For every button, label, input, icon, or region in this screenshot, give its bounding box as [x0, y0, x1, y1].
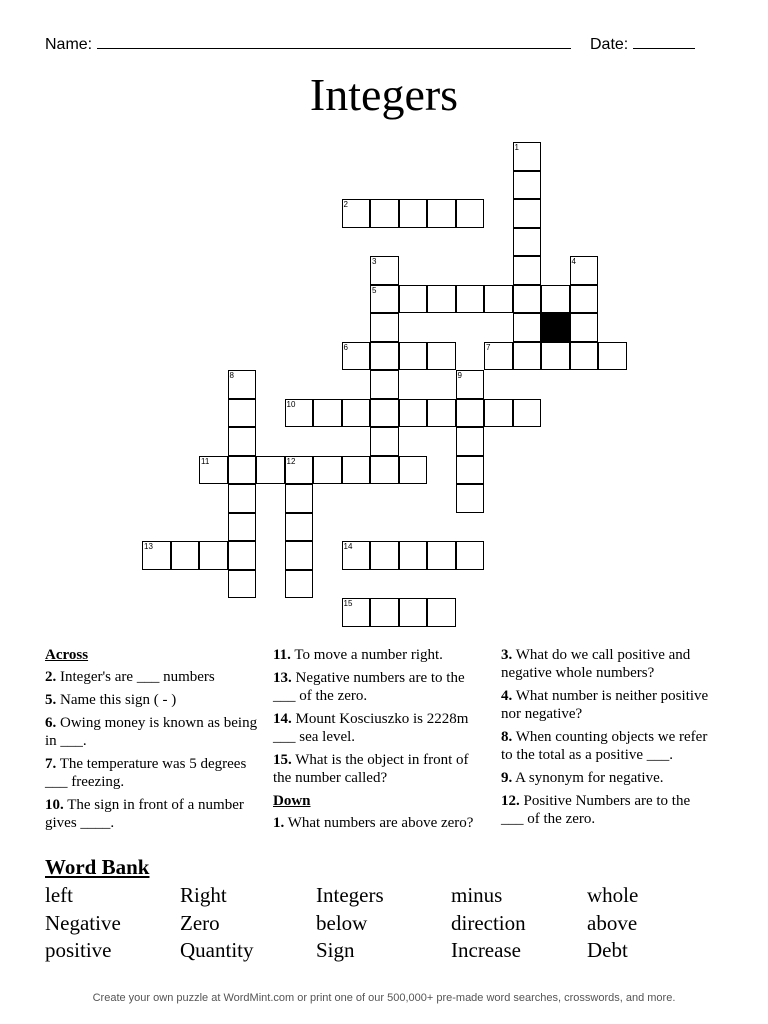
clue-number-6: 6 [343, 342, 348, 352]
grid-cell[interactable] [456, 285, 485, 314]
grid-cell[interactable] [456, 399, 485, 428]
grid-cell[interactable] [228, 370, 257, 399]
clue-number-7: 7 [486, 342, 491, 352]
clue-across-10: 10. The sign in front of a number gives ____. [45, 797, 244, 831]
clue-number-1: 1 [514, 143, 519, 152]
grid-cell[interactable] [228, 513, 257, 542]
grid-cell[interactable] [228, 399, 257, 428]
grid-cell[interactable] [456, 541, 485, 570]
clue-number-11: 11 [201, 456, 210, 466]
grid-cell[interactable] [570, 313, 599, 342]
clue-down-1: 1. What numbers are above zero? [273, 815, 474, 831]
grid-cell[interactable] [342, 342, 371, 371]
word-bank-item: minus [451, 883, 503, 907]
word-bank-item: whole [587, 883, 639, 907]
grid-cell[interactable] [228, 570, 257, 599]
grid-cell[interactable] [370, 427, 399, 456]
clue-down-4: 4. What number is neither positive nor negative? [501, 688, 709, 722]
grid-cell[interactable] [370, 370, 399, 399]
clue-number-5: 5 [372, 285, 377, 295]
grid-cell[interactable] [513, 285, 542, 314]
grid-cell[interactable] [427, 199, 456, 228]
clue-across-7: 7. The temperature was 5 degrees ___ freezing. [45, 756, 247, 790]
clue-across-11: 11. To move a number right. [273, 647, 443, 663]
clue-number-2: 2 [343, 200, 348, 209]
clue-number-12: 12 [286, 456, 296, 466]
clue-across-5: 5. Name this sign ( - ) [45, 692, 177, 708]
grid-cell[interactable] [285, 541, 314, 570]
grid-cell[interactable] [427, 598, 456, 627]
word-bank-item: left [45, 883, 73, 907]
grid-cell[interactable] [456, 427, 485, 456]
grid-cell[interactable] [370, 342, 399, 371]
grid-cell[interactable] [342, 399, 371, 428]
word-bank-item: Quantity [180, 938, 254, 962]
grid-cell[interactable] [142, 541, 171, 570]
grid-cell[interactable] [285, 399, 314, 428]
grid-cell[interactable] [427, 541, 456, 570]
clue-down-12: 12. Positive Numbers are to the ___ of the zero. [501, 793, 691, 827]
grid-cell[interactable] [427, 399, 456, 428]
grid-cell[interactable] [370, 285, 399, 314]
grid-cell[interactable] [456, 484, 485, 513]
word-bank-item: Zero [180, 910, 220, 935]
grid-cell[interactable] [484, 342, 513, 371]
clue-across-14: 14. Mount Kosciuszko is 2228m ___ sea level. [273, 711, 469, 745]
grid-cell[interactable] [541, 342, 570, 371]
grid-cell[interactable] [342, 456, 371, 485]
footer-text: Create your own puzzle at WordMint.com or print one of our 500,000+ pre-made word searches, crosswords, and more. [92, 992, 676, 1004]
grid-cell[interactable] [513, 342, 542, 371]
grid-cell[interactable] [228, 456, 257, 485]
grid-cell[interactable] [370, 541, 399, 570]
grid-cell[interactable] [370, 399, 399, 428]
black-square [541, 313, 570, 342]
clue-number-14: 14 [343, 542, 353, 551]
clue-number-10: 10 [286, 399, 296, 409]
clue-across-6: 6. Owing money is known as being in ___. [45, 715, 258, 749]
grid-cell[interactable] [228, 427, 257, 456]
grid-cell[interactable] [598, 342, 627, 371]
grid-cell[interactable] [399, 456, 428, 485]
word-bank-item: Negative [45, 910, 121, 935]
clue-number-3: 3 [372, 257, 377, 266]
grid-cell[interactable] [484, 399, 513, 428]
grid-cell[interactable] [399, 342, 428, 371]
clue-number-8: 8 [229, 371, 234, 380]
grid-cell[interactable] [456, 370, 485, 399]
clue-across-13: 13. Negative numbers are to the ___ of the zero. [273, 670, 465, 704]
grid-cell[interactable] [370, 199, 399, 228]
grid-cell[interactable] [285, 513, 314, 542]
grid-cell[interactable] [456, 456, 485, 485]
grid-cell[interactable] [513, 399, 542, 428]
grid-cell[interactable] [570, 256, 599, 285]
word-bank-item: direction [451, 910, 526, 935]
word-bank-item: above [587, 910, 638, 935]
word-bank-item: Debt [587, 938, 628, 962]
clue-down-9: 9. A synonym for negative. [501, 770, 664, 786]
clues-column-1 [45, 646, 260, 837]
grid-cell[interactable] [228, 484, 257, 513]
clue-number-13: 13 [144, 542, 153, 551]
clue-across-2: 2. Integer's are ___ numbers [45, 669, 215, 685]
word-bank-item: Sign [316, 938, 355, 962]
grid-cell[interactable] [513, 142, 542, 171]
clue-number-4: 4 [571, 257, 576, 266]
grid-cell[interactable] [427, 342, 456, 371]
grid-cell[interactable] [342, 541, 371, 570]
grid-cell[interactable] [313, 456, 342, 485]
grid-cell[interactable] [199, 541, 228, 570]
name-label: Name: [45, 36, 93, 53]
grid-cell[interactable] [199, 456, 228, 485]
word-bank-item: Integers [316, 883, 384, 907]
across-heading: Across [45, 647, 89, 663]
grid-cell[interactable] [513, 228, 542, 257]
word-bank-item: positive [45, 938, 112, 962]
page-title: Integers [309, 69, 459, 120]
grid-cell[interactable] [370, 456, 399, 485]
grid-cell[interactable] [399, 598, 428, 627]
grid-cell[interactable] [285, 570, 314, 599]
grid-cell[interactable] [513, 313, 542, 342]
grid-cell[interactable] [313, 399, 342, 428]
word-bank-item: Right [180, 883, 227, 907]
grid-cell[interactable] [399, 399, 428, 428]
date-label: Date: [590, 36, 629, 53]
grid-cell[interactable] [570, 342, 599, 371]
word-bank-item: below [316, 910, 368, 935]
grid-cell[interactable] [427, 285, 456, 314]
word-bank-item: Increase [451, 938, 521, 962]
grid-cell[interactable] [541, 285, 570, 314]
down-heading: Down [273, 793, 311, 809]
grid-cell[interactable] [370, 598, 399, 627]
grid-cell[interactable] [285, 456, 314, 485]
grid-cell[interactable] [399, 285, 428, 314]
clue-number-9: 9 [457, 371, 462, 380]
clue-down-8: 8. When counting objects we refer to the total as a positive ___. [501, 729, 708, 763]
clues-column-3 [501, 646, 716, 833]
grid-cell[interactable] [342, 199, 371, 228]
word-bank-title: Word Bank [45, 855, 150, 879]
grid-cell[interactable] [370, 313, 399, 342]
grid-cell[interactable] [513, 199, 542, 228]
grid-cell[interactable] [513, 256, 542, 285]
clue-number-15: 15 [343, 599, 353, 608]
grid-cell[interactable] [171, 541, 200, 570]
grid-cell[interactable] [570, 285, 599, 314]
clues-column-2 [273, 646, 483, 837]
clue-down-3: 3. What do we call positive and negative whole numbers? [501, 647, 691, 681]
grid-cell[interactable] [370, 256, 399, 285]
grid-cell[interactable] [342, 598, 371, 627]
grid-cell[interactable] [513, 171, 542, 200]
grid-cell[interactable] [484, 285, 513, 314]
clue-across-15: 15. What is the object in front of the number called? [273, 752, 469, 786]
grid-cell[interactable] [228, 541, 257, 570]
grid-cell[interactable] [399, 541, 428, 570]
grid-cell[interactable] [256, 456, 285, 485]
grid-cell[interactable] [285, 484, 314, 513]
grid-cell[interactable] [456, 199, 485, 228]
grid-cell[interactable] [399, 199, 428, 228]
